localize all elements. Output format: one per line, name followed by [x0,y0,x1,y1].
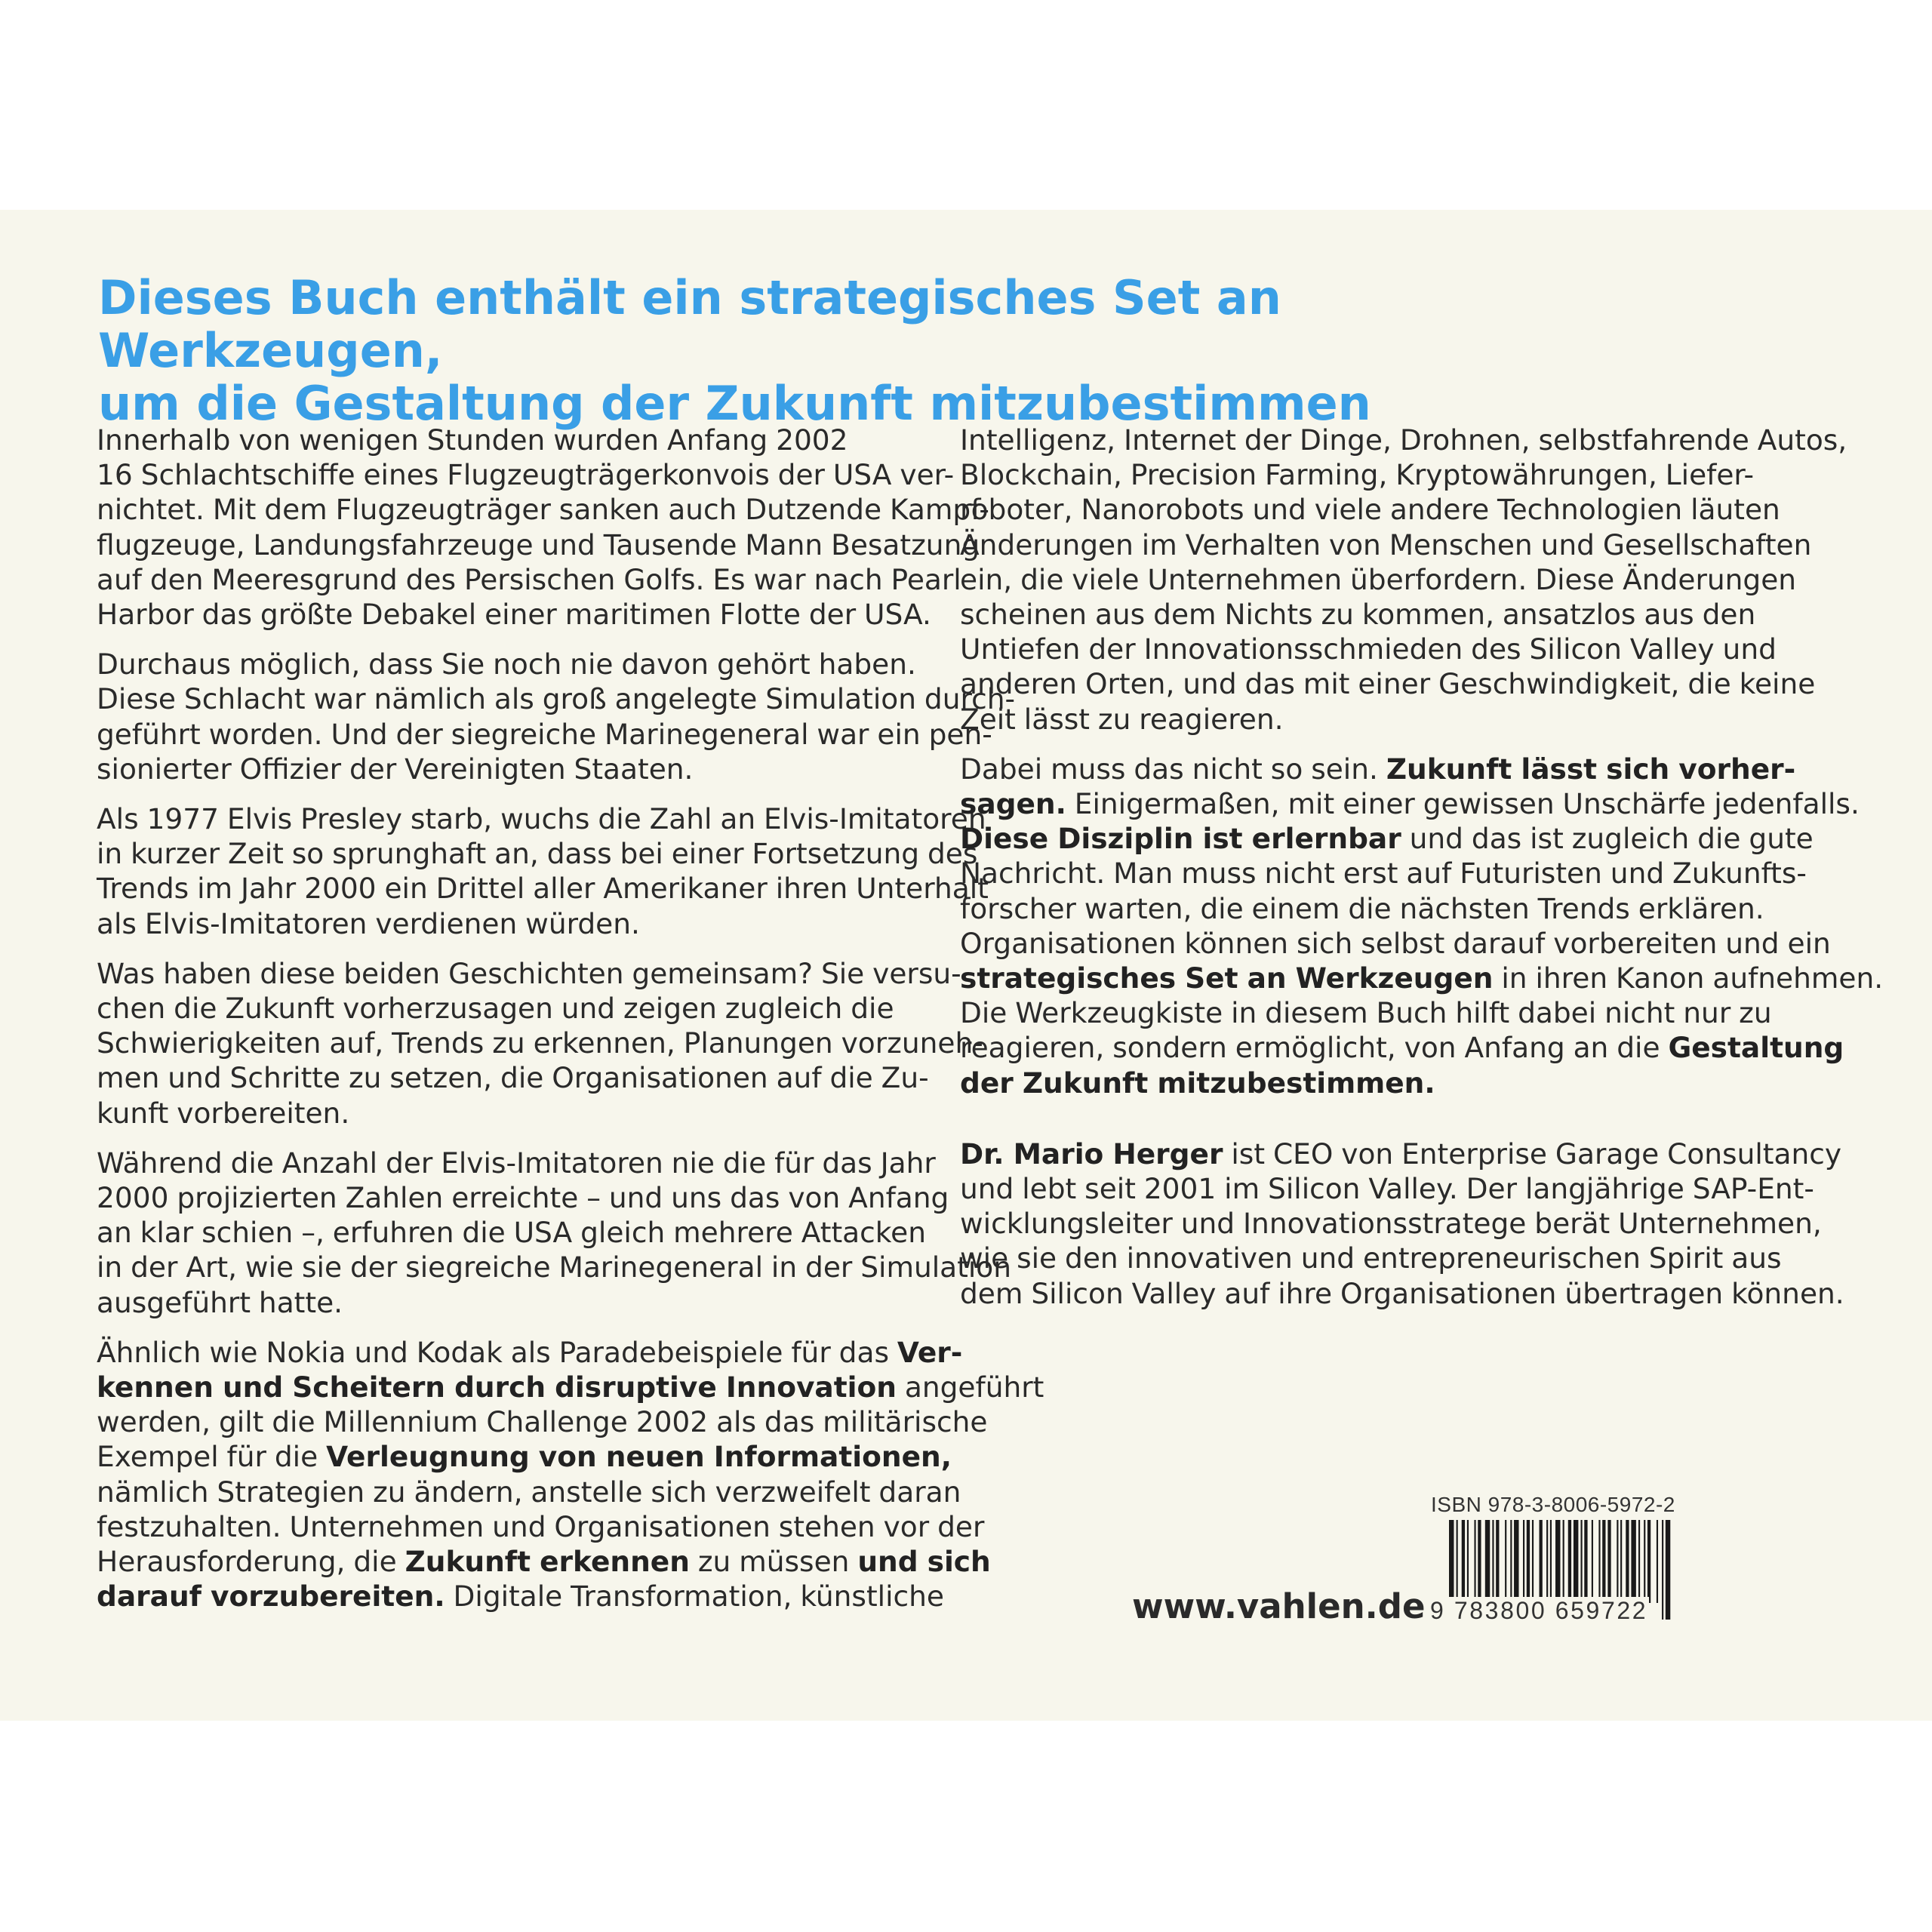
text-run: ein, die viele Unternehmen überfordern. Diese Änderungen [960,562,1797,596]
text-run: Während die Anzahl der Elvis-Imitatoren nie die für das Jahr [97,1146,936,1180]
text-run: anderen Orten, und das mit einer Geschwindigkeit, die keine [960,667,1816,701]
bold-text: der Zukunft mitzubestimmen. [960,1066,1435,1100]
text-run: Untiefen der Innovationsschmieden des Silicon Valley und [960,632,1777,666]
author-bio-line [960,1206,1822,1241]
isbn-label: ISBN 978-3-8006-5972-2 [1431,1493,1675,1516]
barcode-bar [1523,1520,1524,1603]
right-text-column [960,423,1884,1326]
text-run: in der Art, wie sie der siegreiche Marinegeneral in der Simulation [97,1251,1011,1284]
text-run: Trends im Jahr 2000 ein Drittel aller Amerikaner ihren Unterhalt [97,872,989,906]
text-run: flugzeuge, Landungsfahrzeuge und Tausende Mann Besatzung [97,528,980,561]
paragraph-line [97,1335,963,1370]
paragraph [960,752,1884,1100]
text-run: zu müssen [689,1545,858,1579]
text-run: Harbor das größte Debakel einer maritimen Flotte der USA. [97,598,931,632]
paragraph [97,801,989,941]
bold-text: Dr. Mario Herger [960,1137,1223,1171]
paragraph-line [97,1060,927,1095]
author-bio-line [960,1171,1814,1206]
paragraph-line [960,1030,1844,1065]
barcode-digits: 9 783800 659722 [1430,1597,1648,1624]
paragraph-line [97,1285,927,1320]
paragraph-line [97,647,927,681]
text-run: Diese Schlacht war nämlich als groß angelegte Simulation durch- [97,682,1015,716]
text-run: festzuhalten. Unternehmen und Organisationen stehen vor der [97,1509,985,1543]
text-run: Intelligenz, Internet der Dinge, Drohnen, selbstfahrende Autos, [960,423,1847,457]
text-run: nämlich Strategien zu ändern, anstelle sich verzweifelt daran [97,1475,961,1509]
paragraph-line [97,836,978,871]
paragraph-line [97,1404,988,1439]
paragraph-line [960,1066,1790,1100]
barcode-bar [1631,1520,1635,1603]
barcode-bar [1584,1520,1587,1603]
text-run: Einigermaßen, mit einer gewissen Unschärfe jedenfalls. [1066,787,1860,821]
paragraph-line [97,1250,1011,1284]
barcode-bar [1607,1520,1611,1603]
barcode-bar [1462,1520,1465,1603]
paragraph-line [97,681,1015,716]
barcode-bar [1580,1520,1582,1603]
paragraph-line [960,457,1790,492]
paragraph-line [960,702,1790,737]
text-run: reagieren, sondern ermöglicht, von Anfang an die [960,1031,1669,1065]
barcode-bar [1662,1520,1663,1620]
text-run: Blockchain, Precision Farming, Kryptowährungen, Liefer- [960,458,1754,492]
text-run: forscher warten, die einem die nächsten Trends erklären. [960,891,1764,925]
text-run: Änderungen im Verhalten von Menschen und Gesellschaften [960,528,1812,561]
text-run: und das ist zugleich die gute [1401,822,1814,856]
barcode-bar [1598,1520,1600,1603]
text-run: Ähnlich wie Nokia und Kodak als Paradebeispiele für das [97,1335,897,1369]
paragraph [97,1146,1011,1320]
text-run: ausgeführt hatte. [97,1285,343,1319]
text-run: Zeit lässt zu reagieren. [960,702,1284,736]
author-bio [960,1137,1844,1311]
paragraph-line [97,1509,985,1544]
text-run: dem Silicon Valley auf ihre Organisationen übertragen können. [960,1276,1844,1310]
text-run: roboter, Nanorobots und viele andere Technologien läuten [960,493,1780,527]
text-run: geführt worden. Und der siegreiche Marinegeneral war ein pen- [97,717,992,751]
paragraph-line [97,717,992,752]
paragraph-line [960,666,1816,701]
barcode-bar [1657,1520,1658,1603]
paragraph-line [960,821,1814,856]
barcode-bar [1647,1520,1651,1603]
bold-text: Gestaltung [1668,1031,1844,1065]
paragraph-line [960,856,1807,891]
barcode-bar [1574,1520,1578,1603]
text-run: Durchaus möglich, dass Sie noch nie davon gehört haben. [97,648,916,681]
paragraph-line [97,1439,952,1474]
paragraph-line [960,562,1797,597]
barcode-bar [1666,1520,1670,1620]
paragraph-line [97,423,927,457]
paragraph-line [960,891,1790,926]
text-run: Als 1977 Elvis Presley starb, wuchs die Zahl an Elvis-Imitatoren [97,802,986,836]
text-run: Was haben diese beiden Geschichten gemeinsam? Sie versu- [97,956,961,990]
bold-text: und sich [857,1545,991,1579]
headline-line-1: Dieses Buch enthält ein strategisches Set an Werkzeugen, [98,270,1281,378]
right-paragraphs [960,423,1884,1100]
text-run: nichtet. Mit dem Flugzeugträger sanken auch Dutzende Kampf- [97,493,989,527]
paragraph-line [97,492,989,527]
barcode-bar [1496,1520,1499,1603]
bold-text: strategisches Set an Werkzeugen [960,961,1494,995]
text-run: scheinen aus dem Nichts zu kommen, ansatzlos aus den [960,598,1756,632]
text-run: in ihren Kanon aufnehmen. [1493,961,1884,995]
paragraph-line [960,926,1831,961]
paragraph-line [97,1180,949,1215]
text-run: Die Werkzeugkiste in diesem Buch hilft dabei nicht nur zu [960,996,1772,1030]
paragraph [97,647,1015,786]
paragraph-line [960,492,1790,527]
text-run: men und Schritte zu setzen, die Organisationen auf die Zu- [97,1061,929,1095]
paragraph-line [97,1475,961,1509]
paragraph [97,1335,1044,1614]
paragraph-line [97,871,989,906]
headline-line-2: um die Gestaltung der Zukunft mitzubestimmen [98,376,1371,431]
paragraph-line [97,1370,1044,1404]
paragraph-line [960,995,1790,1030]
barcode-bar [1485,1520,1490,1603]
paragraph-line [97,906,927,941]
paragraph [97,956,983,1131]
paragraph-line [960,961,1884,995]
barcode-bar [1492,1520,1494,1603]
bold-text: Zukunft erkennen [405,1545,690,1579]
barcode-bar [1514,1520,1518,1603]
paragraph [97,423,989,632]
barcode-bar [1644,1520,1645,1603]
barcode-bar [1638,1520,1640,1603]
text-run: werden, gilt die Millennium Challenge 2002 als das militärische [97,1405,988,1439]
barcode-bar [1626,1520,1629,1603]
barcode-bar [1563,1520,1564,1603]
barcode-bar [1540,1520,1543,1603]
paragraph-line [97,528,980,562]
paragraph-line [960,632,1790,666]
paragraph-line [97,1579,944,1614]
barcode-bar [1546,1520,1548,1603]
bold-text: kennen und Scheitern durch disruptive Innovation [97,1371,897,1404]
barcode-bar [1550,1520,1552,1603]
text-run: angeführt [896,1371,1044,1404]
paragraph-line [960,423,1847,457]
bold-text: Zukunft lässt sich vorher- [1386,752,1796,786]
barcode-bar [1527,1520,1530,1603]
paragraph-line [97,1026,983,1060]
barcode-bar [1602,1520,1605,1603]
text-run: und lebt seit 2001 im Silicon Valley. Der langjährige SAP-Ent- [960,1172,1814,1206]
barcode-bar [1510,1520,1512,1603]
barcode-bar [1555,1520,1560,1603]
barcode-bar [1568,1520,1571,1603]
text-run: Dabei muss das nicht so sein. [960,752,1386,786]
text-run: sionierter Offizier der Vereinigten Staaten. [97,752,694,786]
barcode-bar [1620,1520,1622,1603]
paragraph-line [97,1215,927,1250]
text-run: Exempel für die [97,1440,327,1474]
text-run: ist CEO von Enterprise Garage Consultancy [1223,1137,1842,1171]
author-bio-line [960,1276,1844,1311]
bold-text: Verleugnung von neuen Informationen, [326,1440,952,1474]
text-run: 16 Schlachtschiffe eines Flugzeugträgerkonvois der USA ver- [97,458,955,492]
author-bio-line [960,1137,1842,1171]
bold-text: sagen. [960,787,1066,821]
paragraph-line [97,457,955,492]
text-run: auf den Meeresgrund des Persischen Golfs. Es war nach Pearl [97,562,961,596]
paragraph-line [97,956,961,991]
paragraph-line [97,801,986,836]
paragraph-line [97,991,927,1026]
paragraph [960,423,1847,737]
paragraph-line [97,1096,927,1131]
paragraph-line [960,528,1812,562]
barcode-bar [1505,1520,1506,1603]
paragraph-line [97,597,931,632]
paragraph-line [960,597,1790,632]
text-run: Herausforderung, die [97,1545,405,1579]
text-run: in kurzer Zeit so sprunghaft an, dass bei einer Fortsetzung des [97,837,978,871]
barcode-bar [1474,1520,1475,1603]
barcode-bar [1467,1520,1469,1603]
paragraph-line [97,752,927,786]
barcode-bar [1478,1520,1481,1603]
text-run: Innerhalb von wenigen Stunden wurden Anfang 2002 [97,423,848,457]
text-run: Schwierigkeiten auf, Trends zu erkennen, Planungen vorzuneh- [97,1026,983,1060]
barcode-bar [1457,1520,1458,1603]
author-bio-paragraph [960,1137,1844,1311]
bold-text: Ver- [897,1335,963,1369]
paragraph-line [960,786,1860,821]
bold-text: Diese Disziplin ist erlernbar [960,822,1401,856]
paragraph-line [97,562,961,597]
paragraph-line [97,1146,936,1180]
text-run: chen die Zukunft vorherzusagen und zeigen zugleich die [97,992,894,1026]
headline [98,272,1532,430]
text-run: 2000 projizierten Zahlen erreichte – und uns das von Anfang [97,1181,949,1215]
bold-text: darauf vorzubereiten. [97,1580,445,1614]
text-run: Organisationen können sich selbst darauf vorbereiten und ein [960,926,1831,960]
paragraph-line [960,752,1796,786]
paragraph-line [97,1544,991,1579]
text-run: wie sie den innovativen und entrepreneurischen Spirit aus [960,1241,1782,1275]
author-bio-line [960,1241,1790,1275]
text-run: Nachricht. Man muss nicht erst auf Futuristen und Zukunfts- [960,857,1807,891]
left-text-column [97,423,1044,1629]
text-run: Digitale Transformation, künstliche [445,1580,944,1614]
text-run: an klar schien –, erfuhren die USA gleich mehrere Attacken [97,1216,926,1250]
text-run: wicklungsleiter und Innovationsstratege berät Unternehmen, [960,1207,1822,1241]
publisher-website: www.vahlen.de [1132,1586,1426,1626]
text-run: als Elvis-Imitatoren verdienen würden. [97,906,640,940]
text-run: kunft vorbereiten. [97,1096,350,1130]
barcode-bar [1592,1520,1593,1603]
